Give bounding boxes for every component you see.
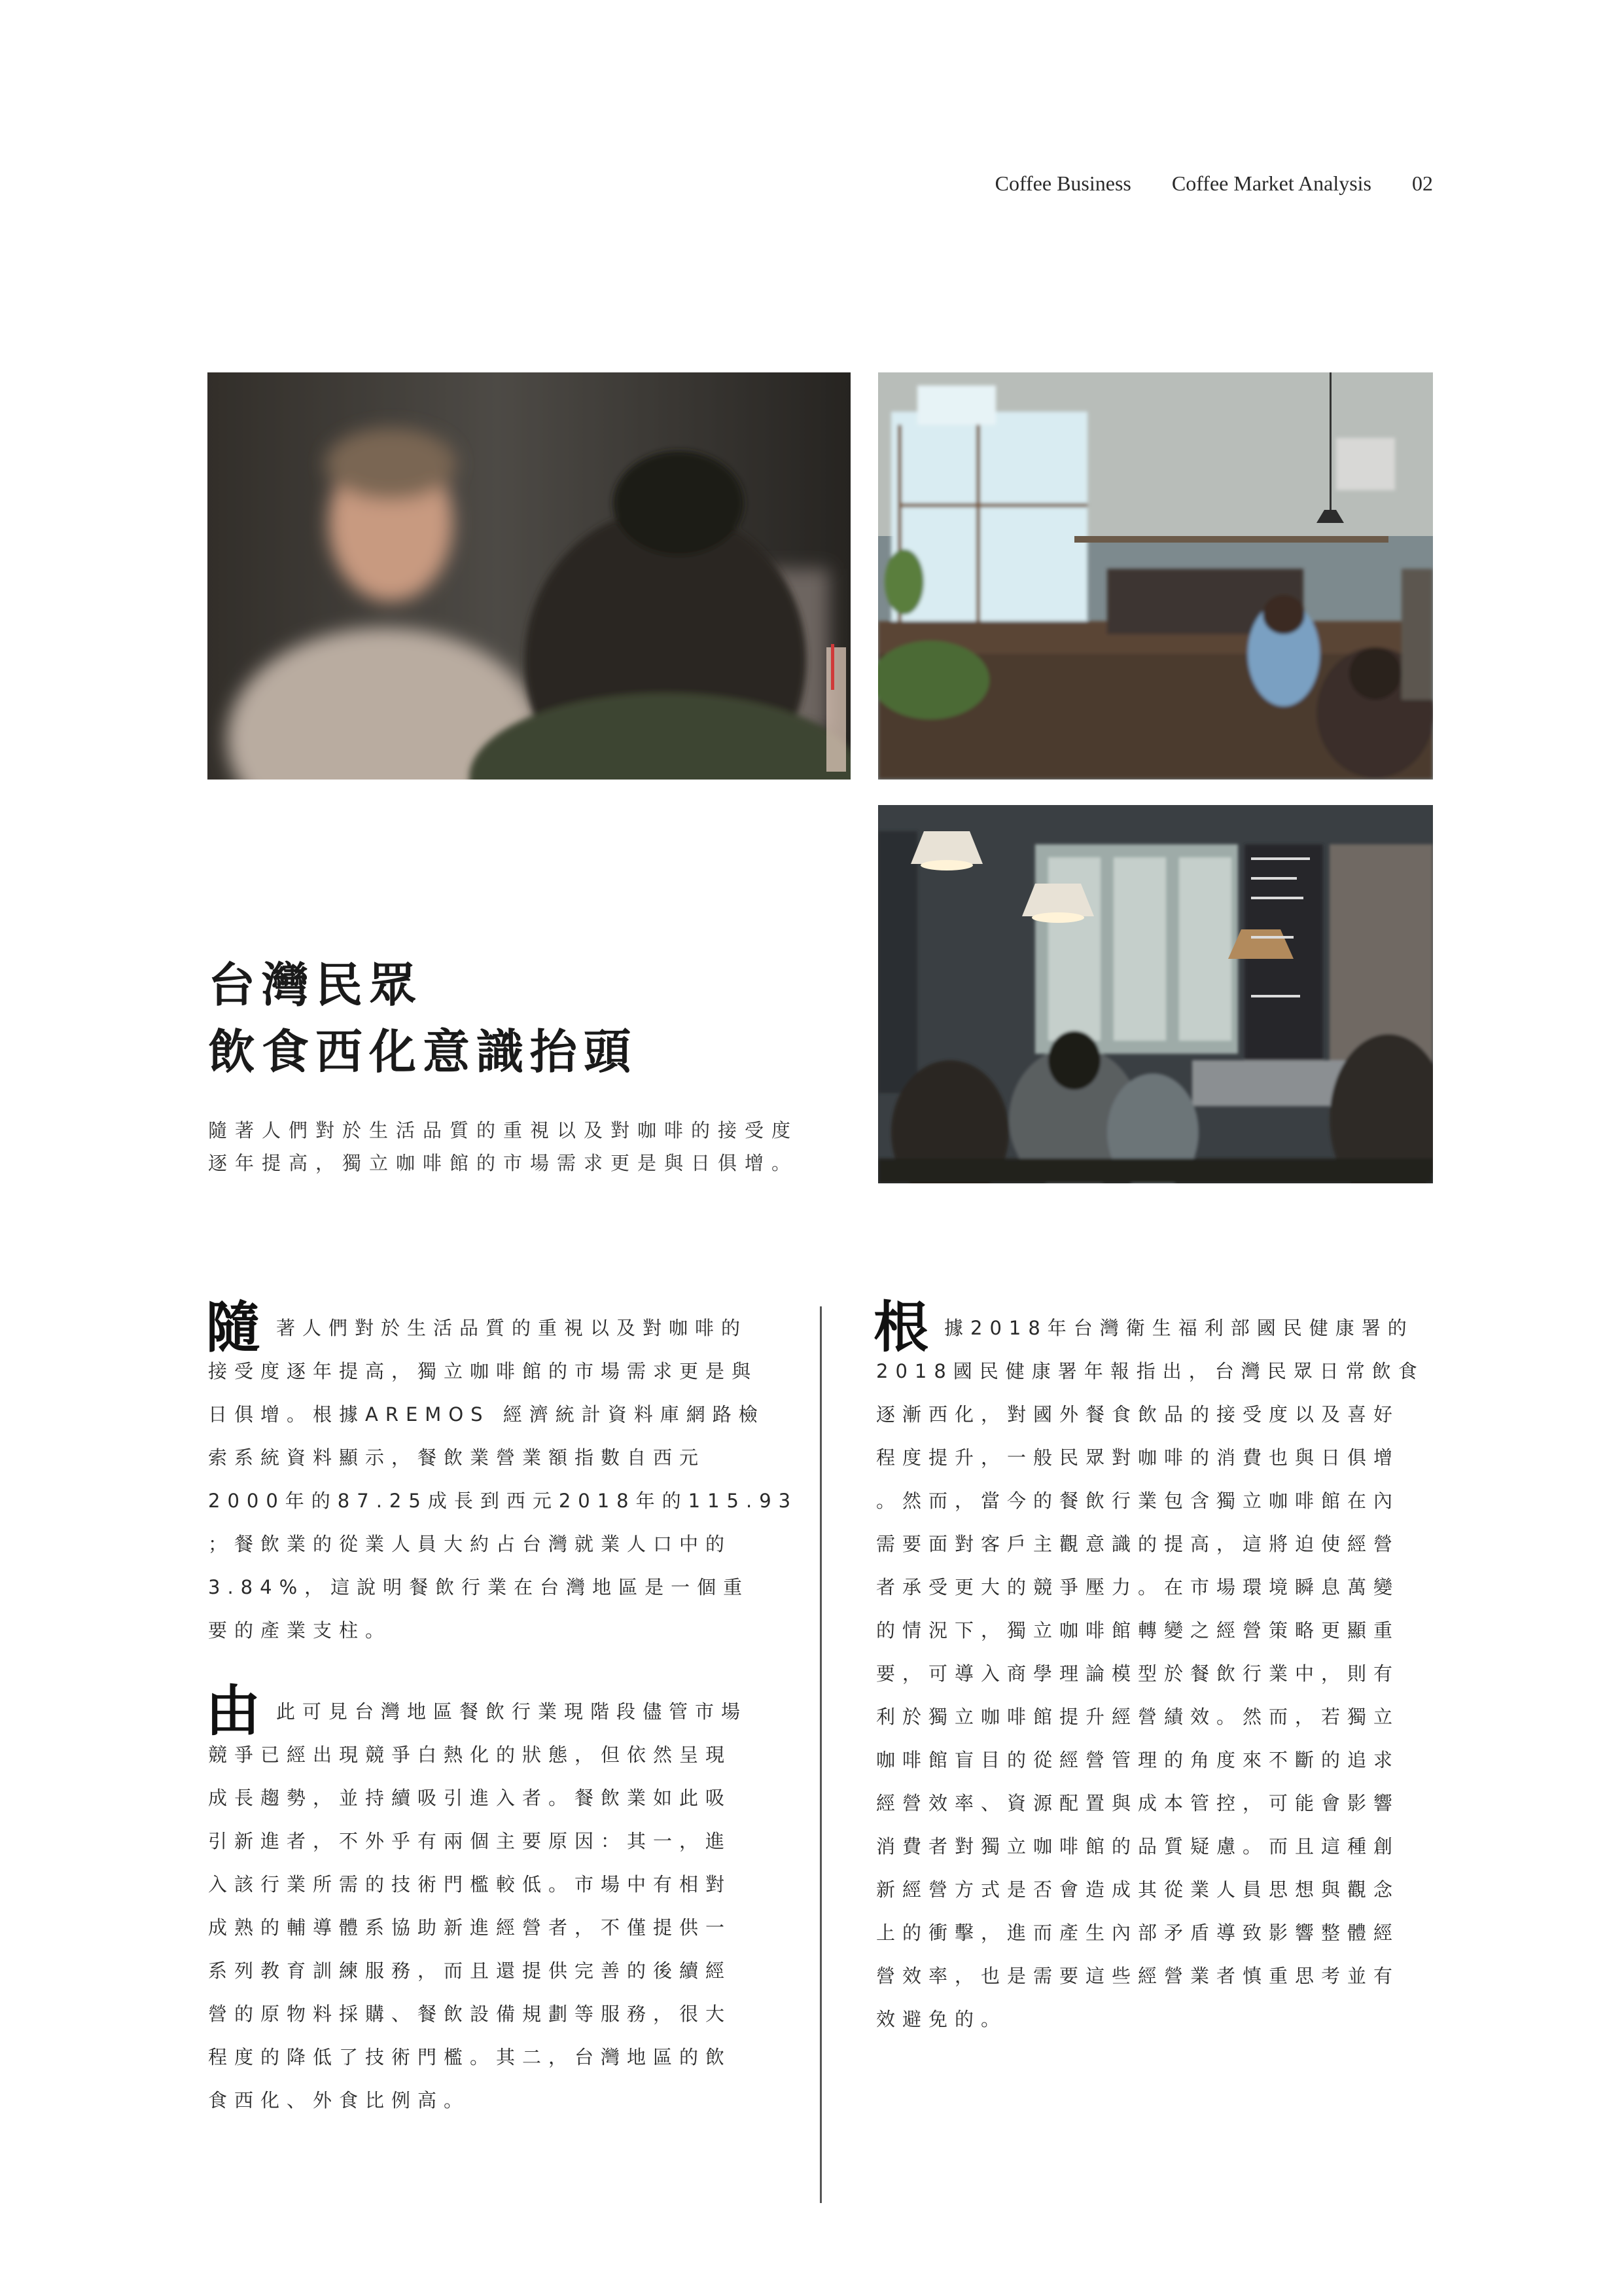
body-text-line: 新經營方式是否會造成其從業人員思想與觀念 bbox=[876, 1878, 1400, 1901]
body-text-line: ；餐飲業的從業人員大約占台灣就業人口中的 bbox=[208, 1533, 732, 1555]
body-text-line: 消費者對獨立咖啡館的品質疑慮。而且這種創 bbox=[876, 1835, 1400, 1857]
body-text-line: 。然而，當今的餐飲行業包含獨立咖啡館在內 bbox=[876, 1490, 1400, 1512]
body-text-line: 據2018年台灣衛生福利部國民健康署的 bbox=[944, 1317, 1414, 1339]
page-header bbox=[903, 169, 1433, 198]
body-text-line: 效避免的。 bbox=[876, 2008, 1008, 2030]
paragraph bbox=[874, 1295, 1439, 2041]
body-text-line: 要，可導入商學理論模型於餐飲行業中，則有 bbox=[876, 1662, 1400, 1685]
body-text-line: 此可見台灣地區餐飲行業現階段儘管市場 bbox=[276, 1700, 748, 1723]
body-text-line: 著人們對於生活品質的重視以及對咖啡的 bbox=[276, 1317, 748, 1339]
body-text-line: 引新進者，不外乎有兩個主要原因：其一，進 bbox=[208, 1830, 732, 1852]
body-text-line: 利於獨立咖啡館提升經營績效。然而，若獨立 bbox=[876, 1706, 1400, 1728]
header-chapter: Coffee Market Analysis bbox=[1171, 171, 1371, 195]
body-text-line: 逐漸西化，對國外餐食飲品的接受度以及喜好 bbox=[876, 1403, 1400, 1426]
title-line: 台灣民眾 bbox=[208, 957, 423, 1013]
body-text-line: 日俱增。根據AREMOS 經濟統計資料庫網路檢 bbox=[208, 1403, 765, 1426]
body-text-line: 的情況下，獨立咖啡館轉變之經營策略更顯重 bbox=[876, 1619, 1400, 1641]
body-text-line: 程度的降低了技術門檻。其二，台灣地區的飲 bbox=[208, 2046, 732, 2068]
paragraph-gap bbox=[208, 1652, 784, 1690]
body-text-line: 入該行業所需的技術門檻較低。市場中有相對 bbox=[208, 1873, 732, 1895]
photo-cafe-counter bbox=[878, 372, 1433, 780]
body-text-line: 競爭已經出現競爭白熱化的狀態，但依然呈現 bbox=[208, 1744, 732, 1766]
photo-cafe-conversation bbox=[207, 372, 851, 780]
drop-cap: 隨 bbox=[205, 1295, 261, 1359]
body-text-line: 要的產業支柱。 bbox=[208, 1619, 392, 1641]
body-text-line: 索系統資料顯示，餐飲業營業額指數自西元 bbox=[208, 1446, 706, 1469]
article-subtitle bbox=[208, 1114, 836, 1179]
drop-cap: 根 bbox=[874, 1295, 929, 1359]
right-column bbox=[874, 1295, 1439, 2041]
body-text-line: 營效率，也是需要這些經營業者慎重思考並有 bbox=[876, 1965, 1400, 1987]
body-text-line: 咖啡館盲目的從經營管理的角度來不斷的追求 bbox=[876, 1749, 1400, 1771]
left-column bbox=[205, 1295, 798, 2122]
body-text-line: 3.84%，這說明餐飲行業在台灣地區是一個重 bbox=[208, 1576, 750, 1598]
body-text-line: 接受度逐年提高，獨立咖啡館的市場需求更是與 bbox=[208, 1360, 758, 1382]
article-title bbox=[208, 952, 797, 1085]
page-number: 02 bbox=[1412, 171, 1433, 195]
body-text-line: 經營效率、資源配置與成本管控，可能會影響 bbox=[876, 1792, 1400, 1814]
body-text-line: 者承受更大的競爭壓力。在市場環境瞬息萬變 bbox=[876, 1576, 1400, 1598]
body-text-line: 需要面對客戶主觀意識的提高，這將迫使經營 bbox=[876, 1533, 1400, 1555]
body-text-line: 2000年的87.25成長到西元2018年的115.93 bbox=[208, 1490, 798, 1512]
photo-cafe-crowd bbox=[878, 805, 1433, 1183]
body-text-line: 程度提升，一般民眾對咖啡的消費也與日俱增 bbox=[876, 1446, 1400, 1469]
body-text-line: 2018國民健康署年報指出，台灣民眾日常飲食 bbox=[876, 1360, 1424, 1382]
paragraph bbox=[205, 1295, 798, 1652]
title-line: 飲食西化意識抬頭 bbox=[208, 1024, 638, 1079]
column-divider bbox=[820, 1306, 822, 2203]
subtitle-line: 逐年提高，獨立咖啡館的市場需求更是與日俱增。 bbox=[208, 1152, 799, 1174]
drop-cap: 由 bbox=[205, 1678, 261, 1743]
paragraph bbox=[205, 1678, 784, 2122]
body-text-line: 成熟的輔導體系協助新進經營者，不僅提供一 bbox=[208, 1916, 732, 1939]
body-text-line: 營的原物料採購、餐飲設備規劃等服務，很大 bbox=[208, 2003, 732, 2025]
body-text-line: 系列教育訓練服務，而且還提供完善的後續經 bbox=[208, 1960, 732, 1982]
header-section: Coffee Business bbox=[995, 171, 1131, 195]
body-text-line: 成長趨勢，並持續吸引進入者。餐飲業如此吸 bbox=[208, 1787, 732, 1809]
subtitle-line: 隨著人們對於生活品質的重視以及對咖啡的接受度 bbox=[208, 1119, 799, 1141]
body-text-line: 上的衝擊，進而產生內部矛盾導致影響整體經 bbox=[876, 1922, 1400, 1944]
body-text-line: 食西化、外食比例高。 bbox=[208, 2089, 470, 2111]
